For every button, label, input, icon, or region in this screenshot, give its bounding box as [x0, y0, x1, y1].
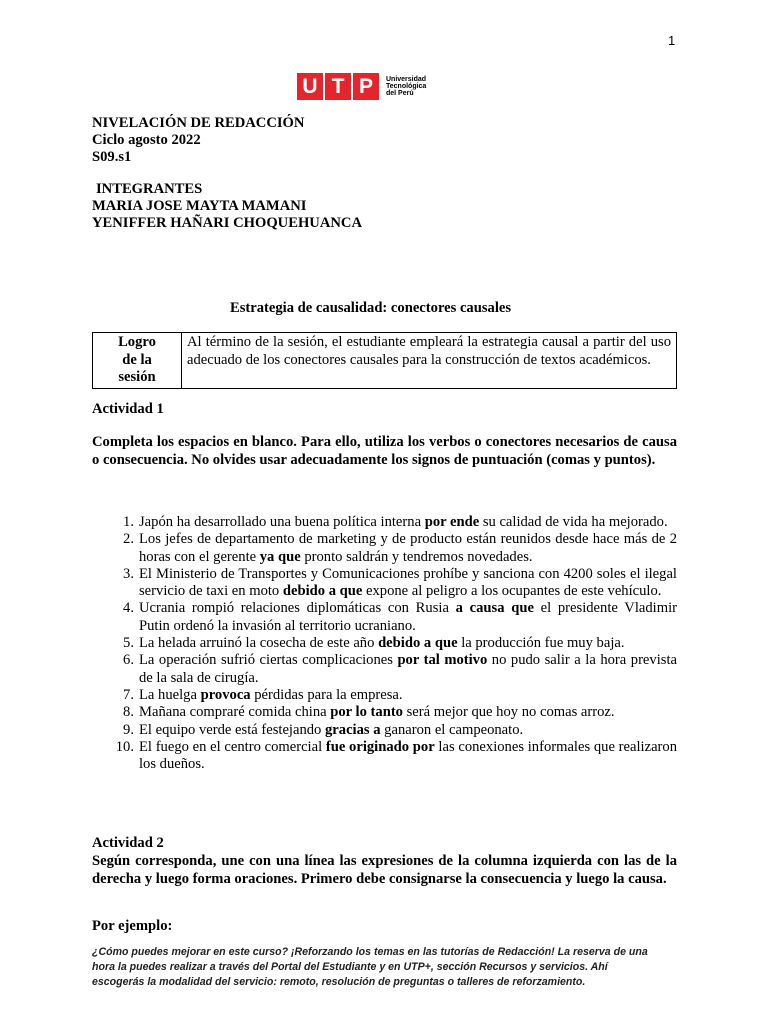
logo-letter-u: U [297, 73, 323, 100]
connector-answer: gracias a [325, 721, 381, 738]
list-item-number: 10. [115, 738, 134, 755]
sentence-start: La huelga [139, 686, 201, 703]
logo-letter-t: T [325, 73, 351, 100]
sentence-start: El fuego en el centro comercial [139, 738, 326, 755]
list-item-text [139, 739, 677, 774]
connector-answer: debido a que [378, 635, 458, 652]
footer-line: ¿Cómo puedes mejorar en este curso? ¡Reforzando los temas en las tutorías de Redacción! La reserva de una [92, 946, 648, 958]
logo-text-line: del Perú [386, 90, 414, 98]
activity2-block [92, 834, 677, 888]
sentence-end: su calidad de vida ha mejorado. [479, 514, 668, 530]
logro-label-line: Logro [118, 334, 156, 350]
logro-table [92, 332, 677, 389]
sentence-end: expone al peligro a los ocupantes de este vehículo. [362, 583, 662, 600]
list-item-text [139, 600, 677, 635]
sentence-start: El equipo verde está festejando [139, 721, 325, 738]
document-header [92, 115, 304, 166]
section-title: Estrategia de causalidad: conectores causales [230, 300, 512, 316]
list-item [92, 635, 677, 652]
member-name: MARIA JOSE MAYTA MAMANI [92, 198, 307, 214]
list-item-number: 6. [123, 652, 134, 669]
list-item-text [139, 652, 677, 687]
sentence-start: La helada arruinó la cosecha de este año [139, 635, 379, 652]
sentence-start: El Ministerio de Transportes y Comunicaciones prohíbe y sanciona con 4200 soles el ilegal servicio de taxi en moto [139, 565, 677, 600]
sentence-end: no pudo salir a la hora prevista de la sala de cirugía. [139, 652, 677, 686]
members-block [92, 181, 362, 232]
connector-answer: ya que [259, 548, 301, 565]
sentence-end: será mejor que hoy no comas arroz. [402, 704, 615, 721]
sentence-start: Ucrania rompió relaciones diplomáticas con Rusia [139, 600, 456, 617]
list-item-number: 7. [123, 686, 134, 703]
logro-row [93, 333, 677, 389]
footer-line: hora la puedes realizar a través del Portal del Estudiante y en UTP+, sección Recursos y servicios. Ahí [92, 961, 608, 973]
page-number: 1 [668, 33, 676, 48]
members-title: INTEGRANTES [96, 181, 203, 197]
sentence-end: la producción fue muy baja. [457, 635, 625, 652]
utp-logo-letters [297, 73, 379, 100]
connector-answer: provoca [200, 686, 251, 703]
session-code: S09.s1 [92, 149, 132, 165]
list-item-text [139, 687, 677, 704]
logro-label-line: sesión [118, 369, 156, 386]
sentence-start: Japón ha desarrollado una buena política interna [139, 514, 425, 530]
sentence-end: ganaron el campeonato. [380, 721, 524, 738]
activity1-list [92, 514, 677, 773]
footer-note [92, 945, 692, 990]
connector-answer: por ende [424, 514, 480, 530]
list-item [92, 652, 677, 687]
activity2-title: Actividad 2 [92, 835, 164, 851]
list-item [92, 514, 677, 531]
logo-text-line: Tecnológica [386, 82, 427, 90]
list-item-text [139, 722, 677, 739]
sentence-start: Mañana compraré comida china [139, 704, 331, 721]
list-item-text [139, 531, 677, 566]
list-item-number: 4. [123, 600, 134, 617]
logo-university-name [386, 76, 426, 98]
list-item-number: 3. [123, 565, 134, 582]
list-item-text [139, 704, 677, 721]
list-item [92, 566, 677, 601]
activity1-instructions: Completa los espacios en blanco. Para ello, utiliza los verbos o conectores necesarios de causa o consecuencia. No olvides usar adecuadamente los signos de puntuación (comas y puntos). [92, 434, 677, 468]
connector-answer: debido a que [282, 583, 363, 600]
example-label: Por ejemplo: [92, 918, 173, 934]
sentence-end: las conexiones informales que realizaron los dueños. [139, 738, 677, 773]
list-item-text [139, 635, 677, 652]
sentence-start: Los jefes de departamento de marketing y de producto están reunidos desde hace más de 2 horas con el gerente [139, 531, 677, 565]
member-name: YENIFFER HAÑARI CHOQUEHUANCA [92, 215, 362, 231]
logo-letter-p: P [353, 73, 379, 100]
sentence-end: pronto saldrán y tendremos novedades. [300, 548, 533, 565]
sentence-end: el presidente Vladimir Putin ordenó la invasión al territorio ucraniano. [139, 600, 677, 634]
logro-label [93, 333, 182, 389]
list-item [92, 704, 677, 721]
footer-line: escogerás la modalidad del servicio: remoto, resolución de preguntas o talleres de reforzamiento. [92, 976, 586, 988]
list-item-text [139, 566, 677, 601]
list-item-number: 9. [123, 721, 134, 738]
list-item-text [139, 514, 677, 531]
logo-text-line: Universidad [386, 75, 427, 83]
sentence-start: La operación sufrió ciertas complicaciones [139, 652, 398, 669]
connector-answer: a causa que [455, 600, 534, 617]
list-item [92, 600, 677, 635]
list-item [92, 739, 677, 774]
course-title: NIVELACIÓN DE REDACCIÓN [92, 115, 305, 131]
activity2-instructions: Según corresponda, une con una línea las expresiones de la columna izquierda con las de la derecha y luego forma oraciones. Primero debe consignarse la consecuencia y luego la causa. [92, 853, 677, 887]
list-item [92, 722, 677, 739]
connector-answer: fue originado por [325, 738, 435, 755]
utp-logo [297, 73, 426, 100]
logro-label-line: de la [122, 351, 152, 368]
activity1-title: Actividad 1 [92, 401, 164, 417]
list-item [92, 531, 677, 566]
logro-description: Al término de la sesión, el estudiante empleará la estrategia causal a partir del uso adecuado de los conectores causales para la construcción de textos académicos. [182, 333, 677, 389]
list-item-number: 8. [123, 704, 134, 721]
list-item-number: 5. [123, 635, 134, 652]
list-item-number: 1. [123, 514, 134, 530]
list-item-number: 2. [123, 531, 134, 548]
connector-answer: por tal motivo [397, 652, 488, 669]
connector-answer: por lo tanto [330, 704, 403, 721]
sentence-end: pérdidas para la empresa. [250, 686, 403, 703]
cycle-label: Ciclo agosto 2022 [92, 132, 201, 148]
list-item [92, 687, 677, 704]
